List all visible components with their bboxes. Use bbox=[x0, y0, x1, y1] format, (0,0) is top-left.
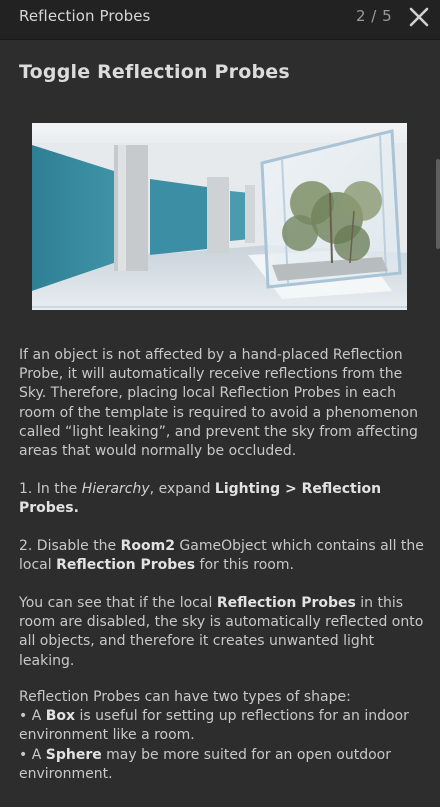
close-button[interactable] bbox=[407, 5, 431, 29]
hero-image bbox=[32, 123, 407, 310]
light-leak-paragraph bbox=[19, 594, 429, 671]
step-one-separator: > bbox=[280, 481, 302, 497]
panel-header bbox=[0, 0, 440, 40]
light-leak-probes-text: Reflection Probes bbox=[216, 595, 356, 611]
lighting-text: Lighting bbox=[214, 481, 281, 497]
step-one-prefix: 1. In the bbox=[19, 481, 82, 497]
sphere-bullet-suffix: may be more suited for an open outdoor environment. bbox=[19, 746, 391, 782]
room-illustration bbox=[32, 123, 407, 310]
sphere-bullet-prefix: • A bbox=[19, 746, 46, 763]
box-text: Box bbox=[45, 708, 76, 725]
step-two-prefix: 2. Disable the bbox=[19, 538, 121, 554]
room2-text: Room2 bbox=[120, 538, 175, 554]
page-title: Toggle Reflection Probes bbox=[19, 61, 290, 83]
scrollbar-thumb[interactable] bbox=[436, 159, 440, 249]
close-icon bbox=[407, 5, 431, 29]
header-title: Reflection Probes bbox=[19, 7, 151, 25]
light-leak-suffix: in this room are disabled, the sky is automatically reflected onto all objects, and therefore it creates unwanted light leaking. bbox=[19, 595, 424, 669]
step-two-middle: GameObject which contains all the local bbox=[19, 538, 424, 574]
box-bullet-suffix: is useful for setting up reflections for an indoor environment like a room. bbox=[19, 708, 409, 744]
hierarchy-text: Hierarchy bbox=[81, 481, 150, 497]
page-counter: 2 / 5 bbox=[356, 7, 393, 25]
intro-paragraph: If an object is not affected by a hand-placed Reflection Probe, it will automatically receive reflections from the Sky. Therefore, placing local Reflection Probes in each room of the template is required to avoid a phenomenon called “light leaking”, and prevent the sky from affecting areas that would normally be occluded. bbox=[19, 347, 418, 460]
shapes-intro: Reflection Probes can have two types of shape: bbox=[19, 689, 351, 705]
sphere-text: Sphere bbox=[45, 746, 102, 763]
step-one-middle: , expand bbox=[149, 481, 215, 497]
light-leak-prefix: You can see that if the local bbox=[19, 595, 217, 611]
reflection-probes-text: Reflection Probes. bbox=[19, 481, 382, 517]
step-two bbox=[19, 537, 429, 575]
box-bullet-prefix: • A bbox=[19, 708, 46, 725]
step-two-suffix: for this room. bbox=[195, 557, 294, 574]
tutorial-content[interactable] bbox=[0, 40, 440, 807]
shapes-paragraph bbox=[19, 688, 429, 784]
step-two-probes-text: Reflection Probes bbox=[56, 557, 196, 574]
step-one bbox=[19, 480, 429, 518]
